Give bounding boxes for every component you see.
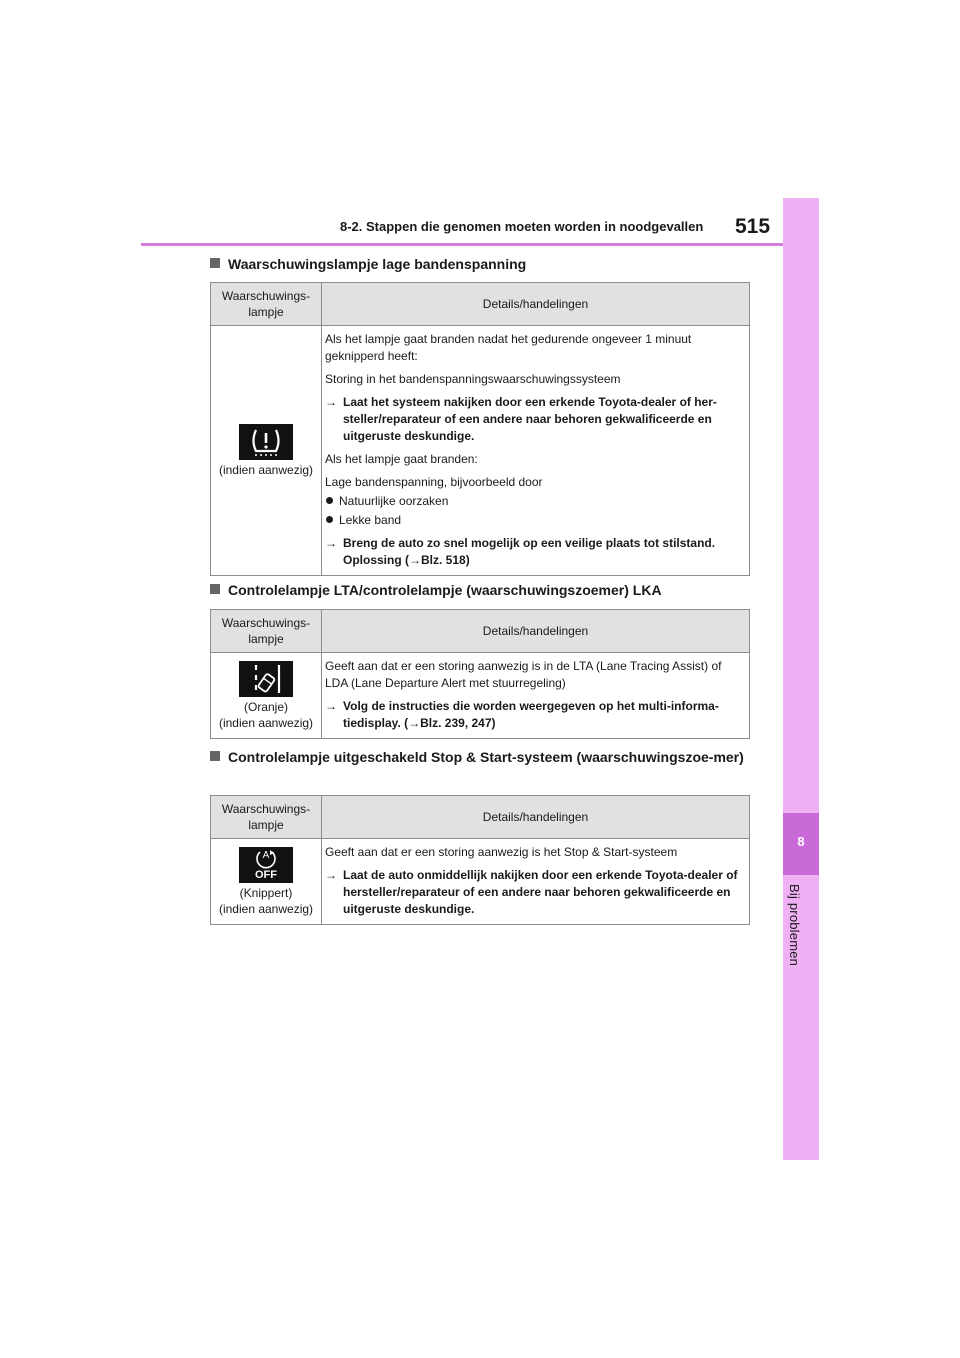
arrow-icon: → — [325, 536, 337, 550]
header-details: Details/handelingen — [322, 796, 750, 839]
stop-start-off-label: OFF — [255, 868, 277, 881]
action-instruction-text: Volg de instructies die worden weergegeven op het multi-informa-tiedisplay. (→Blz. 239, 247) — [343, 699, 719, 730]
bullet-icon — [326, 516, 333, 523]
action-instruction — [325, 394, 743, 445]
icon-caption: (Oranje) — [243, 699, 288, 714]
section-heading-text: Waarschuwingslampje lage bandenspanning — [228, 256, 527, 272]
action-instruction — [325, 535, 743, 569]
header-warning-light — [211, 283, 322, 326]
action-instruction — [325, 867, 743, 918]
heading-square-icon — [210, 584, 220, 594]
chapter-number-tab[interactable] — [783, 813, 819, 875]
table-header-row — [211, 796, 750, 839]
header-warning-light — [211, 610, 322, 653]
heading-square-icon — [210, 258, 220, 268]
table-row — [211, 839, 750, 925]
action-instruction-text: Laat de auto onmiddellijk nakijken door een erkende Toyota-dealer of hersteller/reparateur of een andere naar behoren gekwalificeerde en uitgeruste deskundige. — [343, 868, 738, 916]
warning-table-tire-pressure — [210, 282, 750, 576]
header-warning-light — [211, 796, 322, 839]
table-header-row — [211, 610, 750, 653]
table-row — [211, 653, 750, 739]
action-instruction-text: Laat het systeem nakijken door een erkende Toyota-dealer of her-steller/reparateur of een andere naar behoren gekwalificeerde en uitgeruste deskundige. — [343, 395, 717, 443]
details-cell — [322, 839, 750, 925]
header-details: Details/handelingen — [322, 610, 750, 653]
icon-cell — [211, 326, 322, 576]
icon-cell — [211, 839, 322, 925]
heading-square-icon — [210, 751, 220, 761]
icon-caption: (Knippert) — [239, 885, 293, 900]
section-heading-lta-lka — [210, 580, 662, 600]
header-details: Details/handelingen — [322, 283, 750, 326]
detail-text: Lage bandenspanning, bijvoorbeeld door — [325, 475, 543, 489]
section-heading-text: Controlelampje LTA/controlelampje (waarschuwingszoemer) LKA — [228, 582, 662, 598]
list-item-text: Lekke band — [339, 513, 402, 527]
arrow-icon: → — [325, 699, 337, 713]
lane-departure-alert-icon — [239, 661, 293, 697]
arrow-icon: → — [325, 868, 337, 882]
details-cell — [322, 326, 750, 576]
list-item — [325, 512, 743, 529]
icon-caption: (indien aanwezig) — [218, 462, 314, 477]
section-heading-tire-pressure — [210, 254, 526, 274]
header-warning-light-text: Waarschuwings- lampje — [221, 616, 311, 646]
chapter-title: Bij problemen — [787, 884, 802, 967]
warning-table-lta-lka — [210, 609, 750, 739]
section-heading-stop-start — [210, 746, 768, 769]
header-warning-light-text: Waarschuwings- lampje — [221, 289, 311, 319]
stop-start-off-icon — [239, 847, 293, 883]
list-item-text: Natuurlijke oorzaken — [339, 494, 449, 508]
detail-text: Als het lampje gaat branden nadat het gedurende ongeveer 1 minuut geknipperd heeft: — [325, 332, 692, 363]
stop-start-letter: A — [262, 849, 270, 861]
action-instruction-text: Breng de auto zo snel mogelijk op een veilige plaats tot stilstand. Oplossing (→Blz. 518) — [343, 536, 716, 567]
list-item — [325, 493, 743, 510]
header-divider — [141, 243, 783, 246]
detail-text: Storing in het bandenspanningswaarschuwingssysteem — [325, 372, 621, 386]
detail-text: Als het lampje gaat branden: — [325, 452, 478, 466]
detail-text: Geeft aan dat er een storing aanwezig is in de LTA (Lane Tracing Assist) of LDA (Lane Departure Alert met stuurregeling) — [325, 659, 722, 690]
icon-caption: (indien aanwezig) — [218, 901, 314, 916]
icon-cell — [211, 653, 322, 739]
chapter-side-strip — [783, 198, 819, 1160]
table-row — [211, 326, 750, 576]
arrow-icon: → — [325, 395, 337, 409]
bullet-icon — [326, 497, 333, 504]
chapter-number: 8 — [797, 834, 805, 849]
warning-table-stop-start — [210, 795, 750, 925]
detail-text: Geeft aan dat er een storing aanwezig is het Stop & Start-systeem — [325, 845, 678, 859]
page-number: 515 — [735, 215, 771, 238]
table-header-row — [211, 283, 750, 326]
tire-pressure-warning-icon — [239, 424, 293, 460]
icon-caption: (indien aanwezig) — [218, 715, 314, 730]
action-instruction — [325, 698, 743, 732]
details-cell — [322, 653, 750, 739]
header-warning-light-text: Waarschuwings- lampje — [221, 802, 311, 832]
section-heading-text: Controlelampje uitgeschakeld Stop & Start-systeem (waarschuwingszoe-mer) — [228, 749, 744, 765]
section-header-title: 8-2. Stappen die genomen moeten worden in noodgevallen — [340, 219, 704, 234]
